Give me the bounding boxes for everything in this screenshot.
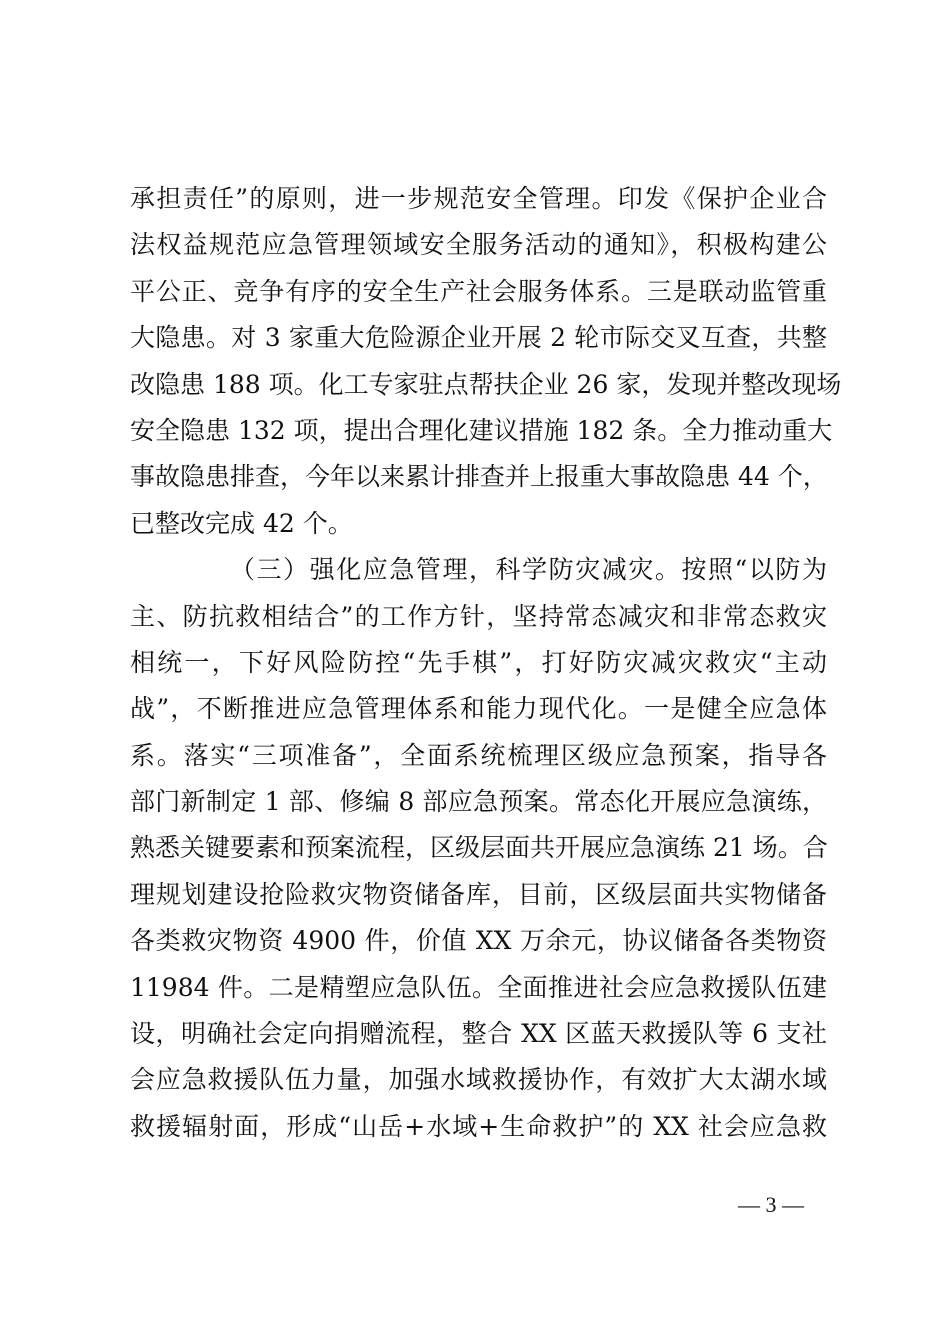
document-body [130,176,842,1150]
text-line: 法权益规范应急管理领域安全服务活动的通知》，积极构建公 [130,230,827,260]
text-line: 事故隐患排查，今年以来累计排查并上报重大事故隐患 44 个， [130,462,828,492]
text-line: 各类救灾物资 4900 件，价值 XX 万余元，协议储备各类物资 [130,926,827,956]
text-line: 平公正、竞争有序的安全生产社会服务体系。三是联动监管重 [130,276,827,306]
text-line: 部门新制定 1 部、修编 8 部应急预案。常态化开展应急演练， [130,787,827,817]
text-line: 会应急救援队伍力量，加强水域救援协作，有效扩大太湖水域 [130,1065,827,1095]
text-line: 主、防抗救相结合”的工作方针，坚持常态减灾和非常态救灾 [130,601,827,631]
text-line: 相统一，下好风险防控“先手棋”，打好防灾减灾救灾“主动 [130,647,827,677]
paragraph-1 [130,176,842,547]
section-heading-line: （三）强化应急管理，科学防灾减灾。按照“以防为 [230,555,827,585]
text-line: 救援辐射面，形成“山岳+水域+生命救护”的 XX 社会应急救 [130,1111,827,1141]
text-line: 战”，不断推进应急管理体系和能力现代化。一是健全应急体 [130,694,827,724]
text-line: 已整改完成 42 个。 [130,508,353,538]
paragraph-2 [130,547,827,1150]
text-line: 承担责任”的原则，进一步规范安全管理。印发《保护企业合 [130,184,827,213]
text-line: 11984 件。二是精塑应急队伍。全面推进社会应急救援队伍建 [130,972,827,1002]
text-line: 安全隐患 132 项，提出合理化建议措施 182 条。全力推动重大 [130,415,833,445]
text-line: 大隐患。对 3 家重大危险源企业开展 2 轮市际交叉互查，共整 [130,323,827,353]
text-line: 改隐患 188 项。化工专家驻点帮扶企业 26 家，发现并整改现场 [130,369,842,399]
text-line: 理规划建设抢险救灾物资储备库，目前，区级层面共实物储备 [130,879,827,909]
text-line: 系。落实“三项准备”，全面系统梳理区级应急预案，指导各 [130,740,827,770]
page-number: — 3 — [738,1192,804,1217]
text-line: 设，明确社会定向捐赠流程，整合 XX 区蓝天救援队等 6 支社 [130,1019,827,1049]
text-line: 熟悉关键要素和预案流程，区级层面共开展应急演练 21 场。合 [130,833,828,863]
